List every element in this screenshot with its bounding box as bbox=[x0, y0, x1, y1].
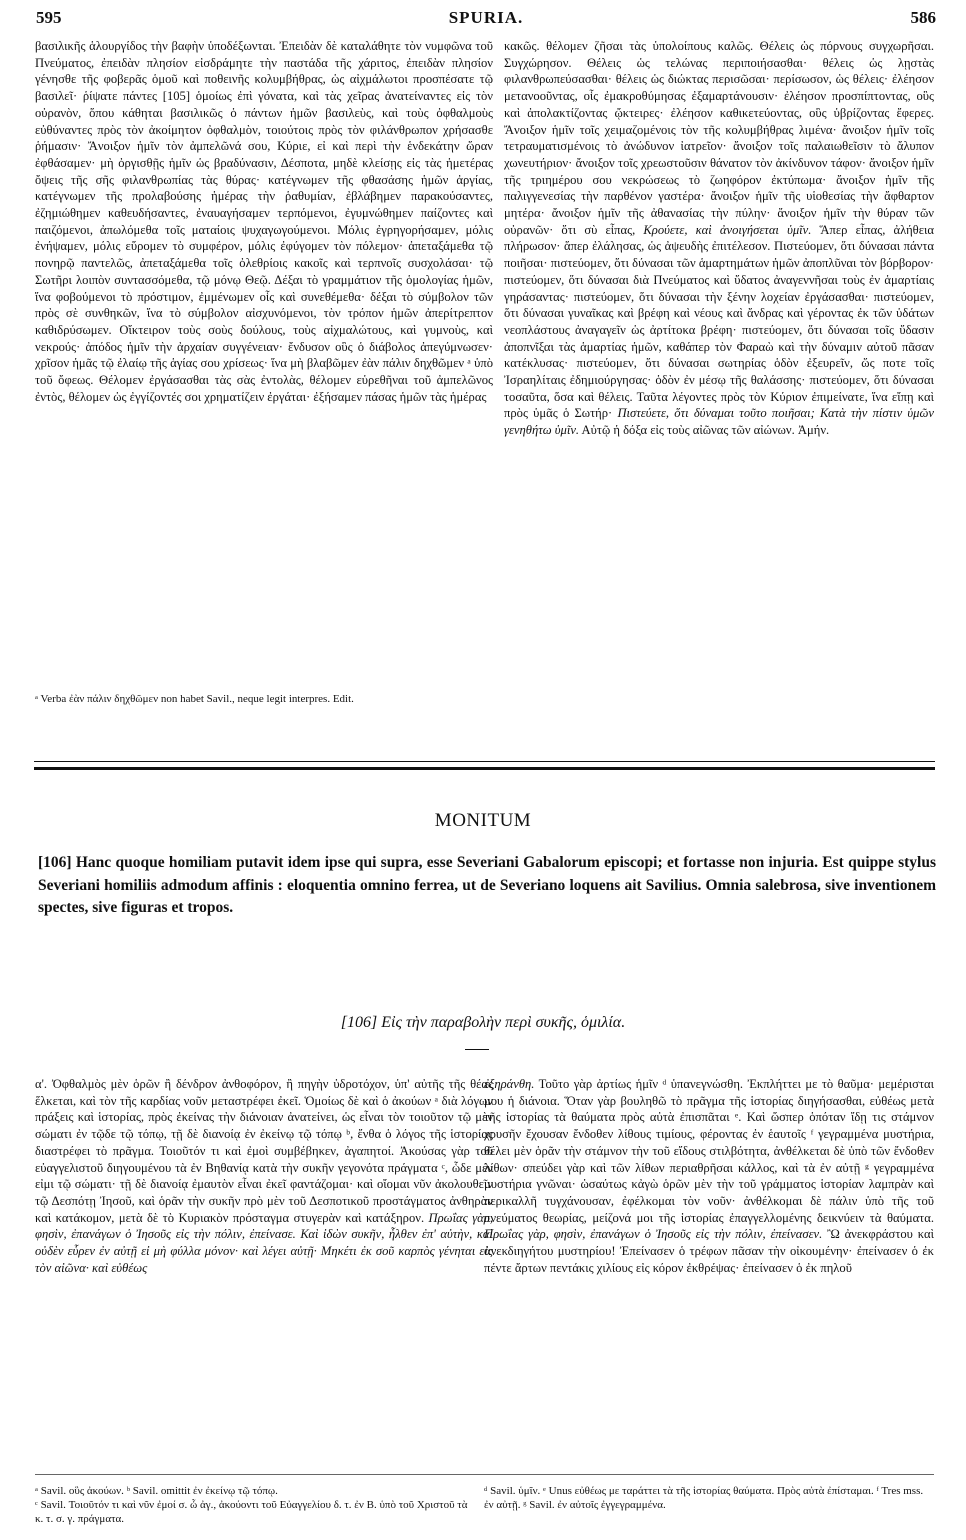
body-text bbox=[484, 1076, 934, 1276]
body-text: βασιλικῆς ἁλουργίδος τὴν βαφὴν ὑποδέξωνται. Ἐπειδὰν δὲ καταλάθητε τὸν νυμφῶνα τοῦ Πνεύματος, ἐπειδὰν πλησίον εἰσδράμητε τὴν παστάδα τῆς χάριτος, ἐπειδὰν πλησίον γένησθε τῆς φοβερᾶς ὁμοῦ καὶ ποθεινῆς κολυμβήθρας, ὡς αἰχμάλωτοι προσπέσατε τῷ βασιλεῖ· ῥίψατε πάντες [105] ὁμοίως ἐπὶ γόνατα, καὶ τὰς χεῖρας ἀνατείναντες εἰς τὸν οὐρανὸν, ὅπου κάθηται βασιλικῶς ὁ πάντων ἡμῶν βασιλεὺς, καὶ τοὺς ὀφθαλμοὺς εὐθύναντες πρὸς τὸν ἀκοίμητον ὀφθαλμὸν, τοιούτοις πρὸς τὸν φιλάνθρωπον χρήσασθε ῥήμασιν· Ἄνοιξον ἡμῖν τὸν ἀμπελῶνά σου, Κύριε, εἰ καὶ περὶ τὴν ἑνδεκάτην ὥραν ἐφθάσαμεν· μὴ ὀργισθῇς ἡμῖν ὡς βραδύνασιν, Δέσποτα, μηδὲ κλείσῃς εἰς τὰς ἡμετέρας ὄψεις τῆς σῆς φιλανθρωπίας τὰς θύρας· κατέγνωμεν τῆς φθασάσης ἡμῶν ἀργίας, κατέγνωμεν τῆς προλαβούσης ἡμέρας τὴν ῥαθυμίαν, ἐβλάβημεν παρακούσαντες, ἐζημιώθημεν καθευδήσαντες, ἐναυαγήσαμεν τερπόμενοι, ἐγυμνώθημεν παίζοντες καὶ παιζόμενοι, ἀπωλόμεθα τοῖς ματαίοις ψυχαγωγούμενοι. Μόλις ἐγρηγορήσαμεν, μόλις ἐνήψαμεν, μόλις εὕρομεν τὸ συμφέρον, μόλις ἐφύγομεν τὸν πόλεμον· ἀπεταξάμεθα τῷ πονηρῷ παντελῶς, ἀπεταξάμεθα τοῖς ὀλεθρίοις κακοῖς καὶ τερπνοῖς συσχολάσαι· τῷ Σωτῆρι λοιπὸν συντασσόμεθα, τῷ μόνῳ Θεῷ. Δέξαι τὸ γραμμάτιον τῆς ὁμολογίας ἡμῶν, ἵνα φοβούμενοι τὸ πρόστιμον, ἐμμένωμεν οἷς καὶ συνεθέμεθα· δέξαι τὸ σύμβολον τῶν πρὸς σὲ συνθηκῶν, ἵνα τὸ σύμβολον αἰσχυνόμενοι, τὸν τρόπον ἡμῶν ἀπερίτρεπτον καθιδρύσωμεν. Οἴκτειρον τοὺς σοὺς δούλους, τοὺς αἰχμαλώτους, καὶ γυμνοὺς, καὶ νεκρούς· ἀπόδος ἡμῖν τὴν ἀρχαίαν συγγένειαν· ἔνδυσον οὓς ὁ διάβολος ἀπεγύμνωσεν· χρῖσον ἡμᾶς τῷ ἐλαίῳ τῆς ἁγίας σου χρίσεως· ἵνα μὴ βλαβῶμεν ἐὰν πάλιν δηχθῶμεν ᵃ ὑπὸ τοῦ ὄφεως. Θέλομεν ἐργάσασθαι τὰς σὰς ἐντολὰς, θέλομεν εὑρεθῆναι τοῦ ἀμπελῶνος ἐντὸς, θέλομεν ὡς ἐγγίζοντές σοι χρηματίζειν ἐργάται· ἐξήσαμεν πάσας ἡμῶν τὰς ἡμέρας bbox=[35, 39, 493, 404]
page-number-right: 586 bbox=[910, 8, 936, 27]
footnote-rule bbox=[35, 1474, 934, 1475]
body-text-segment: α'. Ὀφθαλμὸς μὲν ὁρῶν ἢ δένδρον ἀνθοφόρον, ἢ πηγὴν ὑδροτόχον, ὑπ' αὐτῆς τῆς θέας ἕλκεται, καὶ τὸν τῆς καρδίας νοῦν μεταστρέφει ἐκεῖ. Ὁμοίως δὲ καὶ ὁ ἀκούων ᵃ διὰ λόγων πράξεις καὶ ἱστορίας, πρὸς ἐκείνας τὴν διάνοιαν ἀνατείνει, ὡς εἶναι τὸν τοιοῦτον τῷ μὲν σώματι ἐν τῷδε τῷ τόπῳ, τῇ δὲ διανοίᾳ ἐν ἐκείνῳ τῷ τόπῳ ᵇ, ἔνθα ὁ λόγος τῆς ἱστορίας διαστρέφει τὸ πρᾶγμα. Τοιοῦτόν τι καὶ ἐμοὶ συμβέβηκεν, ἀγαπητοί. Ἀκούσας γὰρ τοῦ εὐαγγελιστοῦ διηγουμένου τὰ ἐν Βηθανίᾳ κατὰ τὴν συκῆν γεγονότα πράγματα ᶜ, ὧδε μέν εἰμι τῷ σώματι· τῇ δὲ διανοίᾳ ἐμαυτὸν εἶναι ἐκεῖ φαντάζομαι· καὶ οἴομαι νῦν ἀκολουθεῖν τῷ Δεσπότῃ Ἰησοῦ, καὶ ὁρᾶν τὴν συκῆν πρὸ μὲν τοῦ Δεσποτικοῦ προστάγματος ἀνθηρὰν καὶ κατάκομον, μετὰ δὲ τὸ Κυριακὸν πρόσταγμα στυγερὰν καὶ κατάξηρον. bbox=[35, 1077, 493, 1225]
bottom-right-footnotes bbox=[484, 1484, 934, 1512]
scripture-quote: Πρωΐας γὰρ, φησὶν, ἐπανάγων ὁ Ἰησοῦς εἰς τὴν πόλιν, ἐπείνασε. Καὶ ἰδὼν συκῆν, ἦλθεν ἐπ' αὐτὴν, καὶ οὐδὲν εὗρεν ἐν αὐτῇ εἰ μὴ φύλλα μόνον· καὶ λέγει αὐτῇ· Μηκέτι ἐκ σοῦ καρπὸς γένηται εἰς τὸν αἰῶνα· καὶ εὐθέως bbox=[35, 1210, 493, 1275]
monitum-title: MONITUM bbox=[434, 810, 532, 831]
running-header bbox=[36, 6, 936, 36]
top-left-footnote: ᵃ Verba ἐὰν πάλιν δηχθῶμεν non habet Savil., neque legit interpres. Edit. bbox=[35, 693, 354, 705]
body-text-segment: Τοῦτο γὰρ ἀρτίως ἡμῖν ᵈ ὑπανεγνώσθη. Ἐκπλήττει με τὸ θαῦμα· μεμέρισται μου ἡ διάνοια. Ὅταν γὰρ βουληθῶ τὸ πρᾶγμα τῆς ἱστορίας διηγήσασθαι, εὐθέως μετὰ τῆς ἱστορίας τὰ θαύματα πρὸς αὐτὰ ἐπισπᾶται ᵉ. Καὶ ὥσπερ ὁπόταν ἴδῃ τις στάμνον χρυσῆν ἔχουσαν ἔνδοθεν λίθους τιμίους, φέροντας ἐν ἑαυτοῖς ᶠ γεγραμμένα μυστήρια, θέλει μὲν ὁρᾶν τὴν στάμνον τὴν τοῦ εἴδους στιλβότητα, ἀνθέλκεται δὲ ὑπὸ τῶν ἔνδοθεν λίθων· σπεύδει γὰρ καὶ τῶν λίθων περιαθρῆσαι κάλλος, καὶ τὰ ἐν αὐτῇ ᵍ γεγραμμένα μυστήρια γνῶναι· ὡσαύτως κἀγὼ ὁρῶν μὲν τὴν τοῦ γράμματος ἱστορίαν λαμπρὰν καὶ περικαλλῆ τυγχάνουσαν, ἐφέλκομαι τὸν νοῦν· ἀνθέλκομαι δὲ πάλιν ὑπὸ τῆς τοῦ πνεύματος θεωρίας, μείζονά μοι τῆς ἱστορίας ἐπαγγελλομένης δεικνύειν τὰ θαύματα. bbox=[484, 1077, 934, 1225]
body-text bbox=[504, 38, 934, 439]
scripture-quote: Πρωΐας γὰρ, φησὶν, ἐπανάγων ὁ Ἰησοῦς εἰς τὴν πόλιν, ἐπείνασεν. bbox=[484, 1227, 823, 1242]
title-dash bbox=[465, 1049, 489, 1050]
scripture-quote: ἐξηράνθη. bbox=[484, 1077, 535, 1091]
section-rule-thick bbox=[34, 767, 935, 770]
top-left-column bbox=[35, 38, 493, 405]
body-text-segment: Ἅπερ εἶπας, ἀλήθεια πλήρωσον· ἅπερ ἐλάλησας, ὡς ἀψευδὴς ἐπιτέλεσον. Πιστεύομεν, ὅτι δύνασαι πάντα ποιῆσαι· πιστεύομεν, ὅτι δύνασαι τῶν ἁμαρτημάτων ἡμῶν ἀποπλῦναι τὸν βόρβορον· πιστεύομεν, ὅτι δύνασαι διὰ Πνεύματος καὶ ὕδατος ἀναγεννῆσαι τοὺς ἐν ἁμαρτίαις γηράσαντας· πιστεύομεν, ὅτι δύνασαι τὴν ξένην λοχείαν ἐργάσασθαι· πιστεύομεν, ὅτι δύνασαι γυναῖκας καὶ βρέφη καὶ νέους καὶ ἄνδρας καὶ γέροντας ἐκ τῶν ὑδάτων νεοπλάστους ἀναγαγεῖν ὡς ἀρτίτοκα βρέφη· πιστεύομεν, ὅτι δύνασαι τοῖς ὕδασιν ἀποπνῖξαι τὰς ἁμαρτίας ἡμῶν, καθάπερ τὸν Φαραὼ καὶ τὴν δύναμιν αὐτοῦ πᾶσαν κατέκλυσας· πιστεύομεν, ὅτι δύνασαι σωτηρίας ὁδὸν ἐξευρεῖν, ὥς ποτε τοῖς Ἰσραηλίταις ἐδημιούργησας· ὁδὸν ἐν μέσῳ τῆς θαλάσσης· πιστεύομεν, ὅτι δύνασαι τοσαῦτα, ὅσα καὶ θέλεις. Ταῦτα λέγοντες πρὸς τὸν Κύριον ἐπιμείνατε, ἵνα εἴπῃ καὶ πρὸς ὑμᾶς ὁ Σωτήρ· bbox=[504, 222, 934, 421]
section-rule-thin bbox=[34, 761, 935, 762]
body-text-segment: Ὢ ἀνεκφράστου καὶ ἀνεκδιηγήτου μυστηρίου! Ἐπείνασεν ὁ τρέφων πᾶσαν τὴν οἰκουμένην· ἐπείνασεν ὁ ἐκ πέντε ἄρτων πεντάκις χιλίους εἰς κόρον ἐκθρέψας· ἐπείνασεν ὁ ἐκ πηλοῦ bbox=[484, 1227, 934, 1275]
monitum-body: [106] Hanc quoque homiliam putavit idem ipse qui supra, esse Severiani Gabalorum episcopi; et fortasse non injuria. Est quippe stylus Severiani homiliis admodum affinis : eloquentia omnino ferrea, ut de Severiano loquens ait Savilius. Omnia salebrosa, sive inventionem spectes, sive figuras et tropos. bbox=[38, 854, 936, 916]
homily-title: [106] Εἰς τὴν παραβολὴν περὶ συκῆς, ὁμιλία. bbox=[340, 1014, 626, 1031]
scripture-quote: Κρούετε, καὶ ἀνοιγήσεται ὑμῖν. bbox=[643, 222, 812, 237]
top-right-column bbox=[504, 38, 934, 439]
footnote: ᵈ Savil. ὑμῖν. ᵉ Unus εὐθέως με ταράττει τὰ τῆς ἱστορίας θαύματα. Πρὸς αὐτὰ ἐπίσταμαι. ᶠ Tres mss. ἐν αὐτῇ. ᵍ Savil. ἐν αὐτοῖς ἐγγεγραμμένα. bbox=[484, 1485, 924, 1511]
footnote: ᵃ Savil. οὓς ἀκούων. ᵇ Savil. omittit ἐν ἐκείνῳ τῷ τόπῳ. bbox=[35, 1485, 278, 1497]
body-text bbox=[35, 1076, 493, 1276]
scripture-quote: Πιστεύετε, ὅτι δύναμαι τοῦτο ποιῆσαι; Κατὰ τὴν πίστιν ὑμῶν γενηθήτω ὑμῖν. bbox=[504, 406, 934, 438]
running-title: SPURIA. bbox=[448, 8, 524, 27]
body-text-segment: Αὐτῷ ἡ δόξα εἰς τοὺς αἰῶνας τῶν αἰώνων. Ἀμήν. bbox=[579, 423, 830, 438]
page-number-left: 595 bbox=[36, 8, 62, 27]
footnote: ᶜ Savil. Τοιοῦτόν τι καὶ νῦν ἐμοί σ. ὦ ἀγ., ἀκούοντι τοῦ Εὐαγγελίου δ. τ. ἐν Β. ὑπὸ τοῦ Χριστοῦ τὰ κ. τ. σ. γ. πράγματα. bbox=[35, 1499, 468, 1525]
body-text-segment: κακῶς. θέλομεν ζῆσαι τὰς ὑπολοίπους καλῶς. Θέλεις ὡς πόρνους συγχωρῆσαι. Συγχώρησον. Θέλεις ὡς τελώνας περιποιήσασθαι· θέλεις ὡς λῃστὰς φιλανθρωπεύσασθαι· θέλεις ὡς διώκτας περισῶσαι· περίσωσον, ὡς θέλεις· ἐλέησον μετανοοῦντας, οἷς ἐμακροθύμησας ἐξαμαρτάνουσιν· ἐλέησον προσπίπτοντας, οὓς καὶ ἀπολακτίζοντας ᾤκτειρες· ἐλέησον καθικετεύοντας, οὓς ὑβρίζοντας ἔφερες. Ἄνοιξον ἡμῖν τοῖς χειμαζομένοις τὸν τῆς κολυμβήθρας λιμένα· ἄνοιξον ἡμῖν τοῖς τετραυματισμένοις τὸ ἀνώδυνον ἰατρεῖον· ἄνοιξον τοῖς παλαιωθεῖσιν τὸ ἄλυπον χωνευτήριον· ἄνοιξον τοῖς χρεωστοῦσιν θάνατον τὸν ἀκίνδυνον τάφον· ἄνοιξον ἡμῖν τῆς τριημέρου σου νεκρώσεως τὸ ζωηφόρον ἐκτύπωμα· ἄνοιξον ἡμῖν τῆς παλιγγενεσίας τὴν παρθένον γαστέρα· ἄνοιξον ἡμῖν τῆς υἱοθεσίας τὴν ἄφθαρτον μητέρα· ἄνοιξον ἡμῖν τῆς ἀθανασίας τὴν πύλην· ἄνοιξον ἡμῖν τὴν θύραν τῶν οὐρανῶν· ὅτι σὺ εἶπας, bbox=[504, 39, 934, 237]
bottom-left-footnotes bbox=[35, 1484, 475, 1526]
bottom-left-column bbox=[35, 1076, 493, 1276]
bottom-right-column bbox=[484, 1076, 934, 1276]
